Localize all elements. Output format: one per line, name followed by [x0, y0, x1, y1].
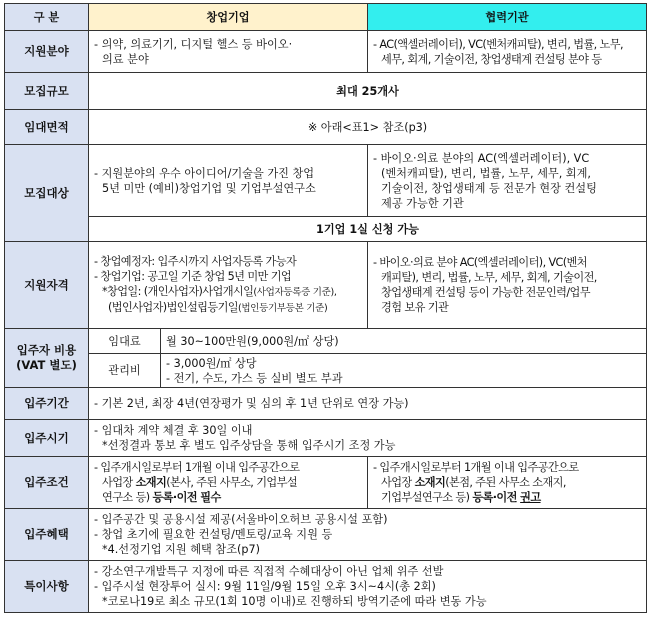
- text-line: (벤처캐피탈), 변리, 법률, 노무, 세무, 회계,: [381, 166, 591, 180]
- target-note: 1기업 1실 신청 가능: [89, 217, 647, 242]
- text-line: 입주자 비용: [16, 343, 77, 357]
- text-line: - 입주개시일로부터 1개월 이내 입주공간으로: [373, 461, 579, 474]
- text-line: - 창업 초기에 필요한 컨설팅/멘토링/교육 지원 등: [94, 528, 333, 541]
- text-line: [94, 490, 362, 505]
- mgmt-value: [161, 354, 647, 388]
- qualification-startup: [89, 242, 368, 329]
- text-line: [94, 284, 362, 300]
- row-support-field: [5, 31, 647, 73]
- header-partner: 협력기관: [368, 4, 647, 31]
- label-qualification: 지원자격: [5, 242, 89, 329]
- text-line: 의료 분야: [102, 52, 149, 66]
- text-line: 캐피탈), 변리, 법률, 노무, 세무, 회계, 기술이전,: [381, 271, 597, 284]
- row-area: [5, 110, 647, 145]
- text-line: [373, 475, 641, 490]
- support-field-partner: [368, 31, 647, 73]
- text-line: 제공 가능한 기관: [381, 196, 464, 210]
- row-qualification: [5, 242, 647, 329]
- label-benefits: 입주혜택: [5, 509, 89, 561]
- text-fragment: (법인사업자)법인설립등기일: [108, 301, 239, 314]
- text-line: - 바이오·의료 분야의 AC(엑셀러레이터), VC: [373, 151, 590, 165]
- text-line: *코로나19로 최소 규모(1회 10명 이내)로 진행하되 방역기준에 따라 변동 가능: [102, 595, 487, 608]
- text-fragment: 권고: [520, 491, 541, 504]
- header-category: 구 분: [5, 4, 89, 31]
- text-line: - 의약, 의료기기, 디지털 헬스 등 바이오·: [94, 37, 293, 51]
- text-fragment: 소재지: [414, 476, 446, 489]
- row-conditions: [5, 457, 647, 509]
- text-fragment: 연구소 등): [102, 491, 153, 504]
- label-cost: [5, 329, 89, 388]
- label-support-field: 지원분야: [5, 31, 89, 73]
- row-scale: [5, 73, 647, 110]
- row-period: [5, 388, 647, 420]
- text-line: - 창업예정자: 입주시까지 사업자등록 가능자: [94, 255, 297, 268]
- row-target-note: [5, 217, 647, 242]
- text-line: - 임대차 계약 체결 후 30일 이내: [94, 424, 253, 437]
- period-value: - 기본 2년, 최장 4년(연장평가 및 심의 후 1년 단위로 연장 가능): [89, 388, 647, 420]
- label-scale: 모집규모: [5, 73, 89, 110]
- text-line: - 입주시설 현장투어 실시: 9월 11일/9월 15일 오후 3시~4시(총 2회): [94, 580, 436, 593]
- row-timing: [5, 420, 647, 457]
- text-fragment: (본점, 주된 사무소 소재지,: [445, 476, 566, 489]
- label-period: 입주기간: [5, 388, 89, 420]
- text-line: - 입주개시일로부터 1개월 이내 입주공간으로: [94, 461, 300, 474]
- text-line: - 지원분야의 우수 아이디어/기술을 가진 창업: [94, 166, 315, 180]
- text-fragment: 소재지: [135, 476, 167, 489]
- benefits-value: [89, 509, 647, 561]
- text-fragment: 등록·이전 필수: [152, 491, 221, 504]
- label-special: 특이사항: [5, 561, 89, 613]
- row-cost-mgmt: [5, 354, 647, 388]
- text-line: (VAT 별도): [16, 358, 77, 372]
- text-line: - 창업기업: 공고일 기준 창업 5년 미만 기업: [94, 270, 292, 283]
- text-line: - 바이오·의료 분야 AC(엑셀러레이터), VC(벤처: [373, 256, 587, 269]
- text-fragment: (본사, 주된 사무소, 기업부설: [166, 476, 298, 489]
- conditions-partner: [368, 457, 647, 509]
- label-timing: 입주시기: [5, 420, 89, 457]
- text-line: [94, 475, 362, 490]
- rent-value: 월 30~100만원(9,000원/㎡ 상당): [161, 329, 647, 354]
- text-line: *4.선정기업 지원 혜택 참조(p7): [102, 543, 260, 556]
- scale-value: 최대 25개사: [89, 73, 647, 110]
- text-line: [373, 490, 641, 505]
- header-row: [5, 4, 647, 31]
- conditions-startup: [89, 457, 368, 509]
- text-line: - 입주공간 및 공용시설 제공(서울바이오허브 공용시설 포함): [94, 513, 388, 526]
- recruitment-overview: [4, 3, 646, 632]
- text-line: 5년 미만 (예비)창업기업 및 기업부설연구소: [102, 181, 316, 195]
- label-area: 임대면적: [5, 110, 89, 145]
- overview-table: [4, 3, 647, 613]
- text-line: - AC(액셀러레이터), VC(벤처캐피탈), 변리, 법률, 노무,: [373, 37, 623, 51]
- special-value: [89, 561, 647, 613]
- text-fragment: 사업장: [102, 476, 136, 489]
- text-line: 세무, 회계, 기술이전, 창업생태계 컨설팅 분야 등: [381, 52, 602, 66]
- text-line: 경험 보유 기관: [381, 301, 449, 314]
- text-line: *선정결과 통보 후 별도 입주상담을 통해 입주시기 조정 가능: [102, 439, 396, 452]
- text-line: - 전기, 수도, 가스 등 실비 별도 부과: [166, 371, 343, 385]
- row-benefits: [5, 509, 647, 561]
- text-line: - 강소연구개발특구 지정에 따른 직접적 수혜대상이 아닌 업체 위주 선발: [94, 565, 444, 578]
- target-startup: [89, 145, 368, 217]
- header-startup: 창업기업: [89, 4, 368, 31]
- text-fragment: 사업장: [381, 476, 415, 489]
- text-fragment: 등록·이전: [472, 491, 521, 504]
- text-fragment: *창업일: (개인사업자)사업개시일: [102, 285, 254, 298]
- row-special: [5, 561, 647, 613]
- timing-value: [89, 420, 647, 457]
- text-line: 기술이전, 창업생태계 등 전문가 현장 컨설팅: [381, 181, 597, 195]
- text-fragment: (법인등기부등본 기준): [238, 303, 328, 314]
- label-conditions: 입주조건: [5, 457, 89, 509]
- target-partner: [368, 145, 647, 217]
- area-value: ※ 아래<표1> 참조(p3): [89, 110, 647, 145]
- row-cost-rent: [5, 329, 647, 354]
- text-line: - 3,000원/㎡ 상당: [166, 356, 257, 370]
- qualification-partner: [368, 242, 647, 329]
- text-fragment: 기업부설연구소 등): [381, 491, 473, 504]
- support-field-startup: [89, 31, 368, 73]
- label-target: 모집대상: [5, 145, 89, 242]
- mgmt-label: 관리비: [89, 354, 161, 388]
- text-line: 창업생태계 컨설팅 등이 가능한 전문인력/업무: [381, 286, 590, 299]
- row-target: [5, 145, 647, 217]
- text-fragment: (사업자등록증 기준),: [253, 287, 337, 298]
- rent-label: 임대료: [89, 329, 161, 354]
- text-line: [94, 300, 362, 316]
